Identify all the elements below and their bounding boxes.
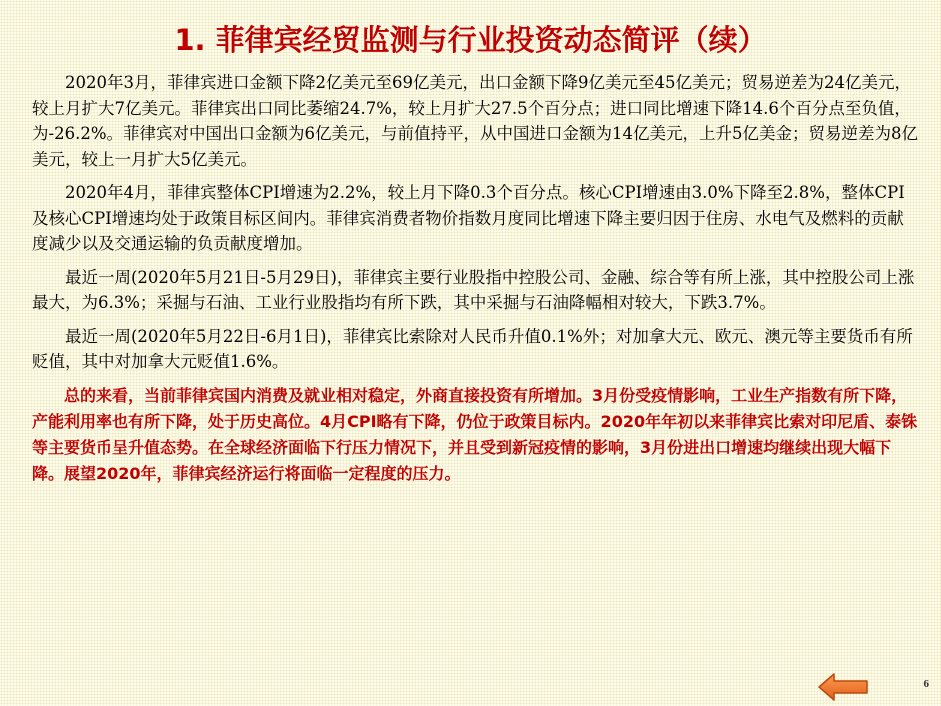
paragraph-currency: 最近一周(2020年5月22日-6月1日)，菲律宾比索除对人民币升值0.1%外；对加拿大元、欧元、澳元等主要货币有所贬值，其中对加拿大元贬值1.6%。 xyxy=(32,326,913,371)
slide-body xyxy=(32,70,918,495)
page-number: 6 xyxy=(923,678,929,690)
paragraph-trade: 2020年3月，菲律宾进口金额下降2亿美元至69亿美元，出口金额下降9亿美元至45亿美元；贸易逆差为24亿美元，较上月扩大7亿美元。菲律宾出口同比萎缩24.7%，较上月扩大27.5个百分点；进口同比增速下降14.6个百分点至负值，为-26.2%。菲律宾对中国出口金额为6亿美元，与前值持平，从中国进口金额为14亿美元，上升5亿美金；贸易逆差为8亿美元，较上一月扩大5亿美元。 xyxy=(32,73,918,169)
left-arrow-icon xyxy=(817,672,869,702)
summary-paragraph: 总的来看，当前菲律宾国内消费及就业相对稳定，外商直接投资有所增加。3月份受疫情影响，工业生产指数有所下降，产能利用率也有所下降，处于历史高位。4月CPI略有下降，仍位于政策目标内。2020年年初以来菲律宾比索对印尼盾、泰铢等主要货币呈升值态势。在全球经济面临下行压力情况下，并且受到新冠疫情的影响，3月份进出口增速均继续出现大幅下降。展望2020年，菲律宾经济运行将面临一定程度的压力。 xyxy=(32,385,918,483)
paragraph-stock-index: 最近一周(2020年5月21日-5月29日)，菲律宾主要行业股指中控股公司、金融、综合等有所上涨，其中控股公司上涨最大，为6.3%；采掘与石油、工业行业股指均有所下跌，其中采掘与石油降幅相对较大，下跌3.7%。 xyxy=(32,267,915,312)
slide-title: 1. 菲律宾经贸监测与行业投资动态简评（续） xyxy=(174,23,767,57)
back-button[interactable] xyxy=(817,672,869,702)
paragraph-cpi: 2020年4月，菲律宾整体CPI增速为2.2%，较上月下降0.3个百分点。核心CPI增速由3.0%下降至2.8%，整体CPI及核心CPI增速均处于政策目标区间内。菲律宾消费者物价指数月度同比增速下降主要归因于住房、水电气及燃料的贡献度减少以及交通运输的负贡献度增加。 xyxy=(32,183,905,253)
